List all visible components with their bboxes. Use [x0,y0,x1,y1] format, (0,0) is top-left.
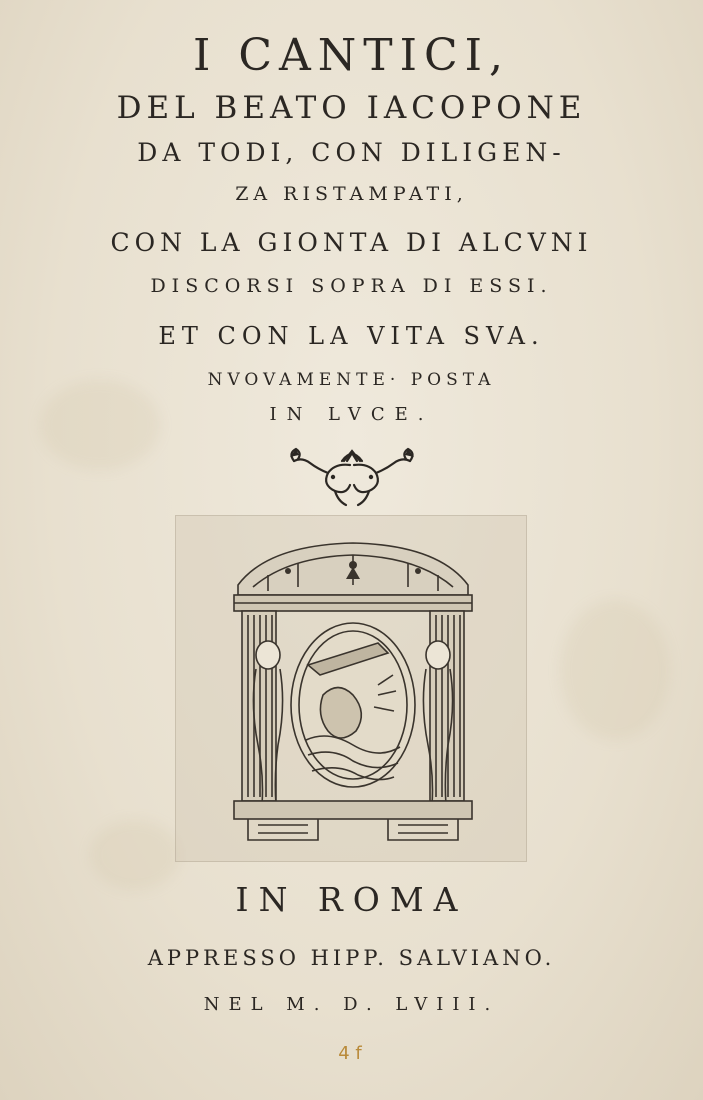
title-line-5: CON LA GIONTA DI ALCVNI [110,228,593,257]
woodcut-illustration-icon [228,535,478,850]
paper-stain [560,600,670,740]
title-line-9: IN LVCE. [269,404,434,425]
title-line-3: DA TODI, CON DILIGEN- [137,138,566,167]
title-line-1: I CANTICI, [192,30,511,81]
imprint-printer: APPRESSO HIPP. SALVIANO. [147,946,556,970]
title-line-2: DEL BEATO IACOPONE [116,90,587,126]
manuscript-note: 4 f [338,1043,362,1064]
title-line-7: ET CON LA VITA SVA. [158,322,545,350]
paper-stain [40,380,160,470]
title-line-8: NVOVAMENTE· POSTA [207,370,496,390]
imprint-date: NEL M. D. LVIII. [203,994,500,1015]
dolphin-ornament-icon [280,443,425,513]
title-line-4: ZA RISTAMPATI, [235,183,468,205]
imprint-place: IN ROMA [235,880,468,919]
title-line-6: DISCORSI SOPRA DI ESSI. [150,275,553,297]
